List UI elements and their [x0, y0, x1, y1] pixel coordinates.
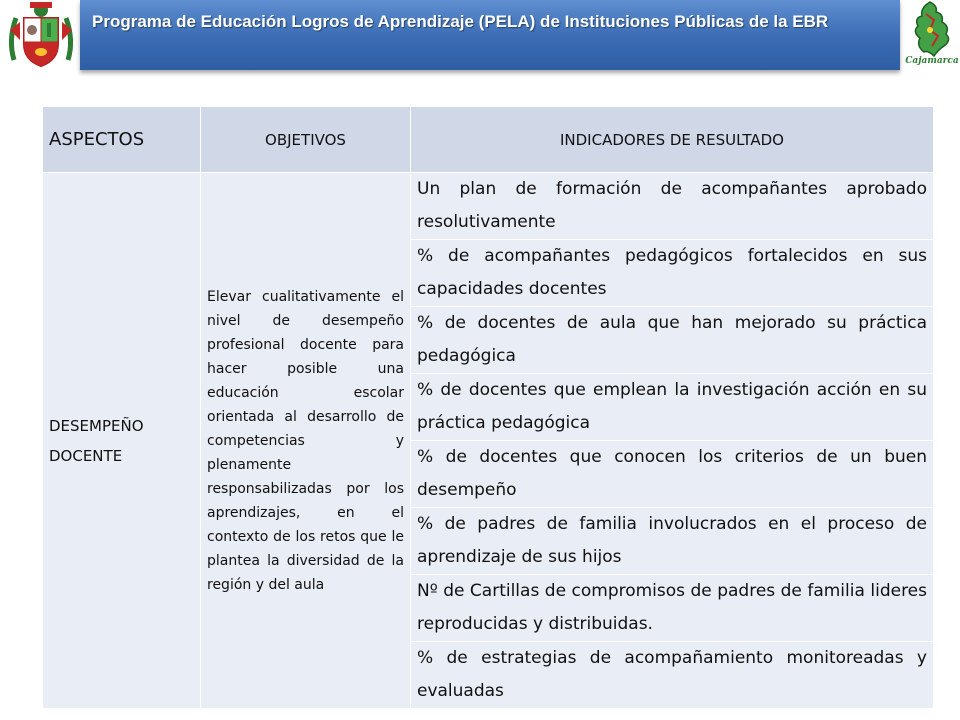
indicator-cell: % de estrategias de acompañamiento monitoreadas y evaluadas [411, 642, 934, 709]
header-indicadores: INDICADORES DE RESULTADO [411, 107, 934, 173]
header-aspectos: ASPECTOS [43, 107, 201, 173]
indicators-table [42, 106, 934, 709]
indicator-cell: % de docentes de aula que han mejorado su práctica pedagógica [411, 307, 934, 374]
page-title: Programa de Educación Logros de Aprendizaje (PELA) de Instituciones Públicas de la EBR [92, 12, 829, 31]
aspect-cell: DESEMPEÑO DOCENTE [43, 173, 201, 709]
objective-cell: Elevar cualitativamente el nivel de desempeño profesional docente para hacer posible una educación escolar orientada al desarrollo de competencias y plenamente responsabilizadas por los aprendizajes, en el contexto de los retos que le plantea la diversidad de la región y del aula [201, 173, 411, 709]
indicator-cell: % de docentes que emplean la investigación acción en su práctica pedagógica [411, 374, 934, 441]
indicator-cell: % de padres de familia involucrados en el proceso de aprendizaje de sus hijos [411, 508, 934, 575]
title-banner [80, 0, 900, 70]
indicator-cell: Nº de Cartillas de compromisos de padres de familia lideres reproducidas y distribuidas. [411, 575, 934, 642]
header-objetivos: OBJETIVOS [201, 107, 411, 173]
header [0, 0, 960, 76]
logo-right-label: Cajamarca [905, 56, 959, 66]
table-row [43, 173, 934, 240]
cajamarca-logo [904, 0, 960, 74]
indicator-cell: % de acompañantes pedagógicos fortalecidos en sus capacidades docentes [411, 240, 934, 307]
indicator-cell: Un plan de formación de acompañantes aprobado resolutivamente [411, 173, 934, 240]
table-header-row [43, 107, 934, 173]
peru-coat-of-arms-icon [4, 0, 78, 72]
indicator-cell: % de docentes que conocen los criterios de un buen desempeño [411, 441, 934, 508]
cajamarca-map-icon [904, 0, 960, 58]
